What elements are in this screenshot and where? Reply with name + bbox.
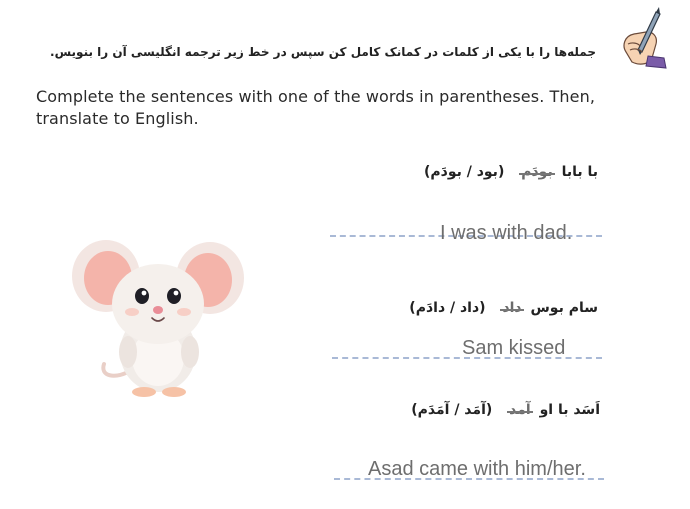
answer-3: Asad came with him/her. xyxy=(368,458,586,480)
filled-word: آمد xyxy=(509,402,531,418)
mouse-illustration xyxy=(70,236,246,402)
instruction-english: Complete the sentences with one of the words in parentheses. Then, translate to English. xyxy=(36,87,596,128)
exercise-3-sentence xyxy=(411,402,600,418)
word-options: (بود / بودَم) xyxy=(423,164,505,180)
filled-word: داد xyxy=(502,300,522,316)
exercise-1-sentence xyxy=(424,164,598,180)
answer-2: Sam kissed xyxy=(462,337,566,359)
sentence-start: سام بوس xyxy=(530,300,598,316)
answer-1: I was with dad. xyxy=(440,222,573,244)
sentence-start: اَسَد با او xyxy=(539,402,600,418)
instruction-persian: جمله‌ها را با یکی از کلمات در کمانک کامل کن سپس در خط زیر ترجمه انگلیسی آن را بنویس. xyxy=(50,45,596,59)
exercise-2-sentence xyxy=(409,300,598,316)
word-options: (آمَد / آمَدَم) xyxy=(411,402,493,418)
filled-word: بودَم xyxy=(521,164,553,180)
word-options: (داد / دادَم) xyxy=(409,300,486,316)
sentence-start: با بابا xyxy=(561,164,598,180)
pencil-hand-icon xyxy=(612,6,672,72)
